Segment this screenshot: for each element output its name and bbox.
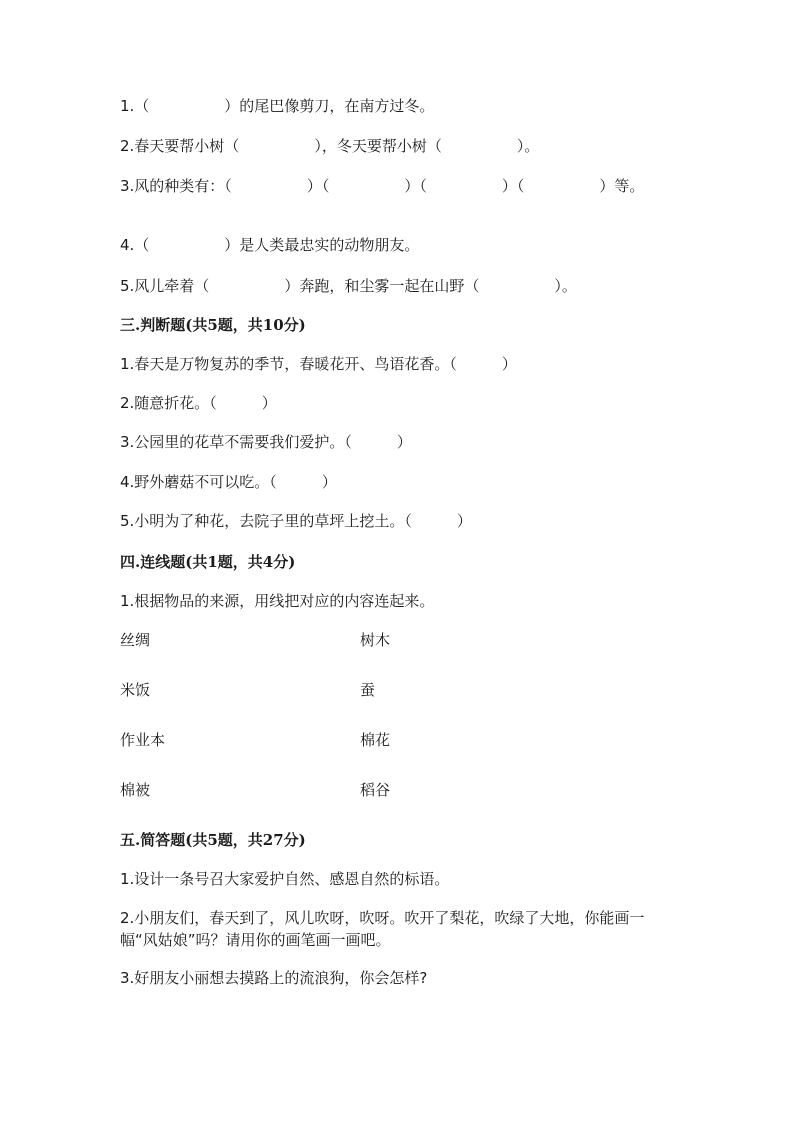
short-answer-question-3: 3.好朋友小丽想去摸路上的流浪狗，你会怎样? (120, 969, 428, 987)
fill-blank-question-1: 1.（ ）的尾巴像剪刀，在南方过冬。 (120, 97, 435, 115)
section-heading-short-answer: 五.简答题(共5题，共27分) (120, 831, 306, 849)
fill-blank-question-5: 5.风儿牵着（ ）奔跑，和尘雾一起在山野（ ）。 (120, 277, 577, 295)
match-right-item: 棉花 (360, 731, 391, 749)
match-left-item: 作业本 (120, 731, 166, 749)
match-left-item: 棉被 (120, 781, 151, 799)
match-left-item: 丝绸 (120, 631, 151, 649)
section-heading-judge: 三.判断题(共5题，共10分) (120, 316, 306, 334)
short-answer-question-2: 2.小朋友们，春天到了，风儿吹呀，吹呀。吹开了梨花，吹绿了大地，你能画一幅“风姑娘”吗？请用你的画笔画一画吧。 (120, 909, 645, 949)
match-left-item: 米饭 (120, 681, 151, 699)
match-right-item: 树木 (360, 631, 391, 649)
judge-question-2: 2.随意折花。（ ） (120, 394, 277, 412)
match-question: 1.根据物品的来源，用线把对应的内容连起来。 (120, 592, 435, 610)
fill-blank-question-3: 3.风的种类有：（ ）（ ）（ ）（ ）等。 (120, 177, 645, 195)
short-answer-question-1: 1.设计一条号召大家爱护自然、感恩自然的标语。 (120, 870, 450, 888)
judge-question-4: 4.野外蘑菇不可以吃。（ ） (120, 473, 337, 491)
judge-question-5: 5.小明为了种花，去院子里的草坪上挖土。（ ） (120, 512, 472, 530)
fill-blank-question-2: 2.春天要帮小树（ ），冬天要帮小树（ ）。 (120, 137, 540, 155)
fill-blank-question-4: 4.（ ）是人类最忠实的动物朋友。 (120, 236, 420, 254)
section-heading-match: 四.连线题(共1题，共4分) (120, 553, 296, 571)
match-right-item: 稻谷 (360, 781, 391, 799)
match-right-item: 蚕 (360, 681, 376, 699)
judge-question-3: 3.公园里的花草不需要我们爱护。（ ） (120, 433, 412, 451)
judge-question-1: 1.春天是万物复苏的季节，春暖花开、鸟语花香。（ ） (120, 355, 517, 373)
